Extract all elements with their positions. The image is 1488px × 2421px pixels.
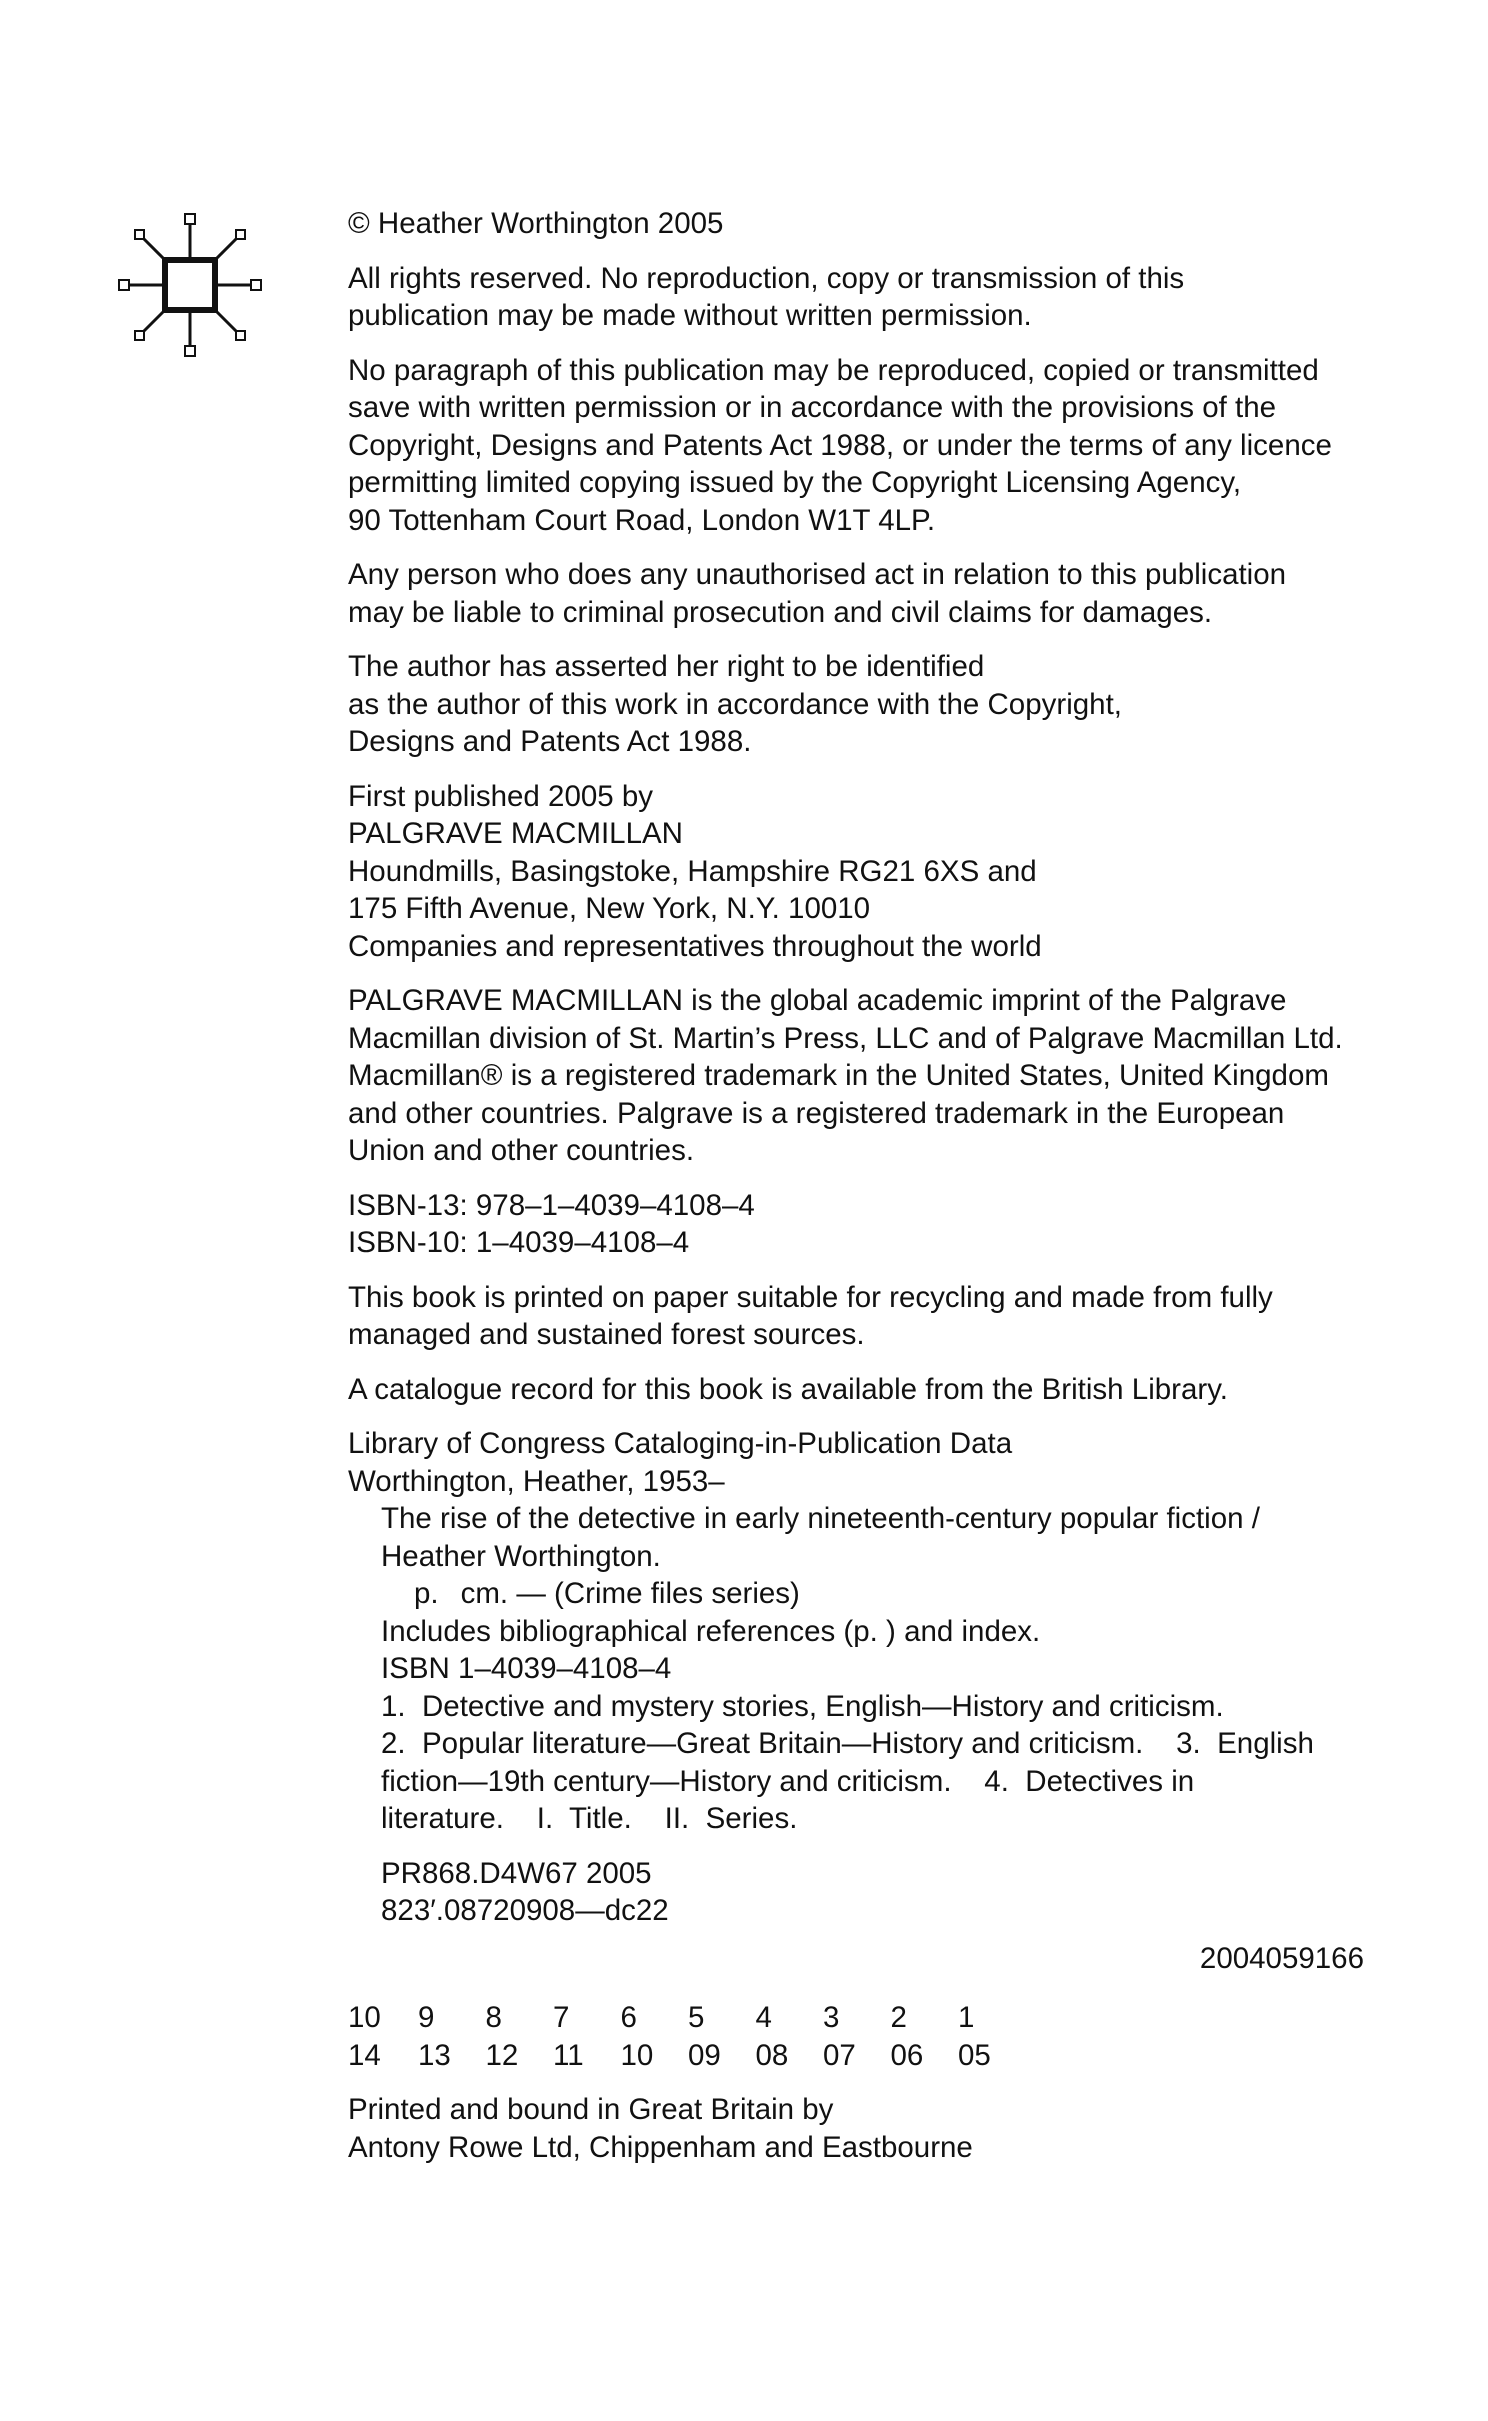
isbn-10: ISBN-10: 1–4039–4108–4 xyxy=(348,1226,690,1259)
loc-title: Heather Worthington. xyxy=(381,1539,661,1573)
text-line: Copyright, Designs and Patents Act 1988, or under the terms of any licence xyxy=(348,428,1332,462)
impression-number: 4 xyxy=(755,2001,772,2034)
year-number: 10 xyxy=(620,2038,654,2072)
loc-classification: PR868.D4W67 2005 xyxy=(381,1856,652,1890)
text-line: permitting limited copying issued by the Copyright Licensing Agency, xyxy=(348,466,1242,499)
isbn-block xyxy=(348,1187,1378,1262)
year-number: 12 xyxy=(485,2038,519,2072)
impression-number: 5 xyxy=(688,2001,705,2034)
copyright-line: © Heather Worthington 2005 xyxy=(348,207,724,240)
publisher-logo-icon xyxy=(110,205,270,365)
year-number: 07 xyxy=(823,2038,856,2072)
year-number: 06 xyxy=(890,2038,924,2072)
printer-paragraph xyxy=(348,2091,1378,2166)
text-line: No paragraph of this publication may be reproduced, copied or transmitted xyxy=(348,353,1319,387)
text-line: Houndmills, Basingstoke, Hampshire RG21 6XS and xyxy=(348,854,1037,888)
impression-number: 1 xyxy=(958,2001,975,2034)
text-line: Antony Rowe Ltd, Chippenham and Eastbourne xyxy=(348,2130,973,2164)
loc-control-number: 2004059166 xyxy=(1199,1941,1364,1975)
reproduction-paragraph xyxy=(348,352,1378,540)
loc-heading: Library of Congress Cataloging-in-Publication Data xyxy=(348,1427,1013,1460)
loc-pages-p: p. xyxy=(414,1577,439,1610)
loc-isbn: ISBN 1–4039–4108–4 xyxy=(381,1652,672,1685)
catalogue-paragraph xyxy=(348,1371,1378,1409)
loc-subject: literature. I. Title. II. Series. xyxy=(381,1802,798,1835)
impression-number: 9 xyxy=(418,2001,435,2034)
loc-includes: Includes bibliographical references (p. ) and index. xyxy=(381,1614,1041,1648)
impression-numbers xyxy=(348,1999,1378,2037)
text-line: PALGRAVE MACMILLAN is the global academic imprint of the Palgrave xyxy=(348,984,1287,1017)
text-line: 175 Fifth Avenue, New York, N.Y. 10010 xyxy=(348,892,871,925)
copyright-page xyxy=(348,205,1378,2183)
text-line: Union and other countries. xyxy=(348,1134,695,1167)
text-line: Printed and bound in Great Britain by xyxy=(348,2093,834,2126)
text-line: as the author of this work in accordance with the Copyright, xyxy=(348,687,1122,721)
text-line: Macmillan division of St. Martin’s Press, LLC and of Palgrave Macmillan Ltd. xyxy=(348,1021,1343,1055)
year-number: 09 xyxy=(688,2038,721,2072)
copyright-notice xyxy=(348,205,1378,243)
text-line: A catalogue record for this book is available from the British Library. xyxy=(348,1372,1228,1406)
impression-number: 8 xyxy=(485,2001,502,2034)
publication-paragraph xyxy=(348,778,1378,966)
year-number: 11 xyxy=(553,2038,584,2072)
loc-cataloging-data xyxy=(348,1425,1378,1977)
imprint-paragraph xyxy=(348,982,1378,1170)
text-line: First published 2005 by xyxy=(348,779,654,813)
loc-subject: fiction—19th century—History and criticism. 4. Detectives in xyxy=(381,1764,1195,1798)
text-line: This book is printed on paper suitable for recycling and made from fully xyxy=(348,1280,1273,1314)
impression-number: 7 xyxy=(553,2001,570,2034)
loc-title: The rise of the detective in early nineteenth-century popular fiction / xyxy=(381,1502,1260,1535)
author-rights-paragraph xyxy=(348,648,1378,761)
text-line: managed and sustained forest sources. xyxy=(348,1318,865,1351)
year-number: 14 xyxy=(348,2038,381,2072)
year-number: 13 xyxy=(418,2038,451,2072)
publisher-name: PALGRAVE MACMILLAN xyxy=(348,817,683,850)
text-line: Designs and Patents Act 1988. xyxy=(348,725,752,758)
text-line: 90 Tottenham Court Road, London W1T 4LP. xyxy=(348,503,936,537)
text-line: All rights reserved. No reproduction, copy or transmission of this xyxy=(348,261,1185,295)
text-line: may be liable to criminal prosecution and civil claims for damages. xyxy=(348,595,1213,629)
text-line: Macmillan® is a registered trademark in the United States, United Kingdom xyxy=(348,1059,1329,1092)
impression-number: 6 xyxy=(620,2001,637,2034)
text-line: and other countries. Palgrave is a registered trademark in the European xyxy=(348,1096,1285,1130)
text-line: Any person who does any unauthorised act in relation to this publication xyxy=(348,558,1287,591)
loc-pages-cm: cm. — (Crime files series) xyxy=(460,1577,800,1610)
impression-number: 10 xyxy=(348,2001,381,2034)
year-numbers xyxy=(348,2037,1378,2075)
isbn-13: ISBN-13: 978–1–4039–4108–4 xyxy=(348,1188,755,1222)
year-number: 05 xyxy=(958,2038,991,2072)
text-line: Companies and representatives throughout the world xyxy=(348,929,1042,963)
text-line: save with written permission or in accordance with the provisions of the xyxy=(348,391,1277,424)
impression-number: 2 xyxy=(890,2001,907,2034)
paper-paragraph xyxy=(348,1279,1378,1354)
impression-number: 3 xyxy=(823,2001,840,2034)
loc-dewey: 823′.08720908—dc22 xyxy=(381,1894,669,1927)
loc-pages xyxy=(348,1575,1378,1613)
text-line: publication may be made without written permission. xyxy=(348,299,1032,332)
loc-author: Worthington, Heather, 1953– xyxy=(348,1464,725,1498)
loc-subject: 1. Detective and mystery stories, English—History and criticism. xyxy=(381,1689,1224,1723)
rights-paragraph xyxy=(348,260,1378,335)
print-run xyxy=(348,1999,1378,2074)
loc-subject: 2. Popular literature—Great Britain—History and criticism. 3. English xyxy=(381,1727,1314,1760)
liability-paragraph xyxy=(348,556,1378,631)
text-line: The author has asserted her right to be identified xyxy=(348,650,985,683)
year-number: 08 xyxy=(755,2038,789,2072)
